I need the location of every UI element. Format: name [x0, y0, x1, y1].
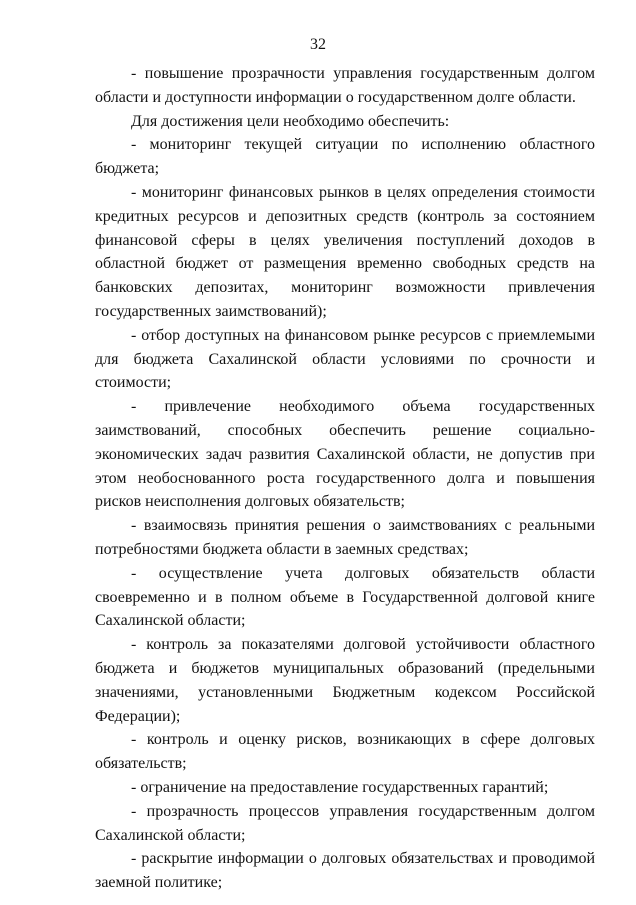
list-item-guarantee-limits: - ограничение на предоставление государственных гарантий;	[131, 778, 549, 796]
list-item-budget-monitoring: - мониторинг текущей ситуации по исполнению областного бюджета;	[95, 136, 595, 178]
list-item-borrowing-needs-link: - взаимосвязь принятия решения о заимствованиях с реальными потребностями бюджета области в заемных средствах;	[95, 517, 595, 558]
list-item-resource-selection: - отбор доступных на финансовом рынке ресурсов с приемлемыми для бюджета Сахалинской области условиями по срочности и стоимости;	[95, 326, 595, 392]
document-body	[95, 62, 595, 895]
paragraph-goal-intro: Для достижения цели необходимо обеспечить:	[131, 112, 450, 130]
list-item-debt-accounting: - осуществление учета долговых обязательств области своевременно и в полном объеме в Государственной долговой книге Сахалинской области;	[95, 564, 595, 630]
list-item-borrowing-volume: - привлечение необходимого объема государственных заимствований, способных обеспечить решение социально-экономических задач развития Сахалинской области, не допустив при этом необоснованного роста государственного долга и повышения рисков неисполнения долговых обязательств;	[95, 398, 595, 511]
list-item-risk-assessment: - контроль и оценку рисков, возникающих в сфере долговых обязательств;	[95, 731, 595, 773]
list-item-process-transparency: - прозрачность процессов управления государственным долгом Сахалинской области;	[95, 802, 595, 844]
list-item-information-disclosure: - раскрытие информации о долговых обязательствах и проводимой заемной политике;	[95, 850, 595, 892]
list-item-market-monitoring: - мониторинг финансовых рынков в целях определения стоимости кредитных ресурсов и депозитных средств (контроль за состоянием финансовой сферы в целях увеличения поступлений доходов в областной бюджет от размещения временно свободных средств на банковских депозитах, мониторинг возможности привлечения государственных заимствований);	[95, 183, 595, 320]
paragraph-transparency-goal: - повышение прозрачности управления государственным долгом области и доступности информации о государственном долге области.	[95, 65, 595, 106]
list-item-sustainability-control: - контроль за показателями долговой устойчивости областного бюджета и бюджетов муниципальных образований (предельными значениями, установленными Бюджетным кодексом Российской Федерации);	[95, 636, 595, 725]
page-number: 32	[310, 36, 326, 53]
